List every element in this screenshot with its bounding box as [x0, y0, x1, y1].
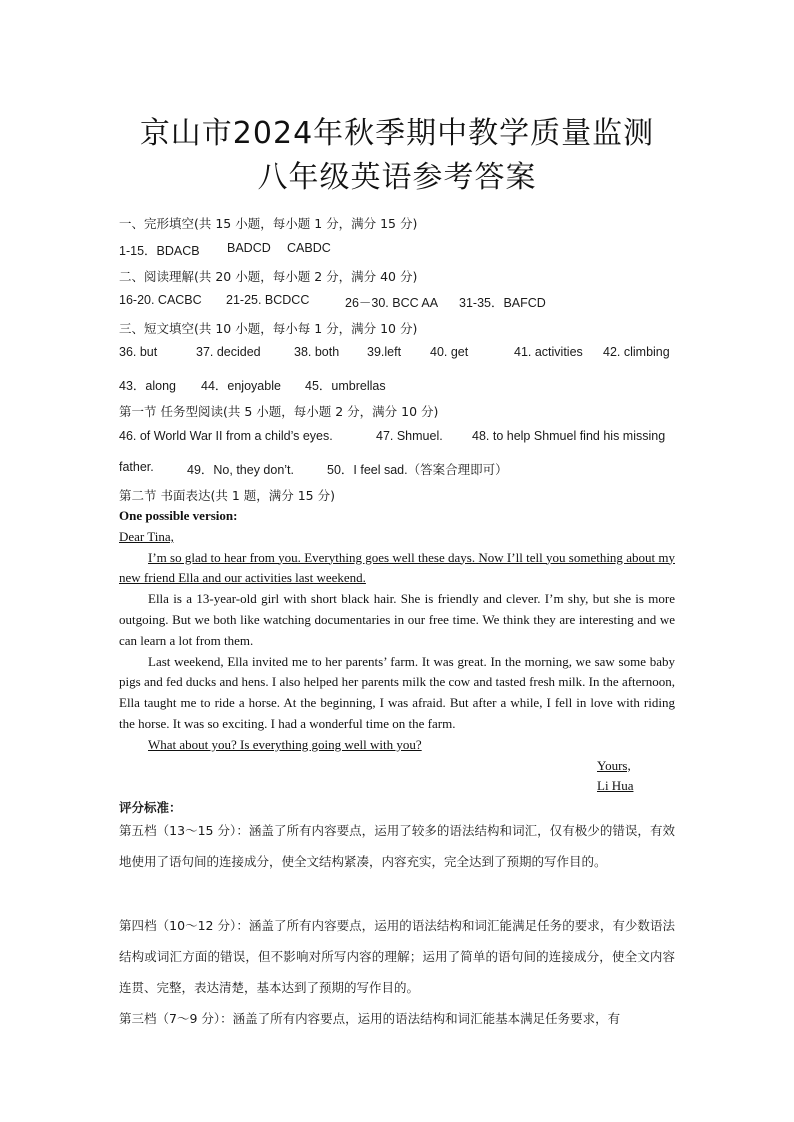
answer-item: 44．enjoyable — [201, 379, 281, 393]
answer-item: 43．along — [119, 379, 176, 393]
essay-paragraph: Last weekend, Ella invited me to her parents’ farm. It was great. In the morning, we saw some baby pigs and fed ducks and hens. I also helped her parents milk the cow and tasted fresh milk. In the afternoon, Ella taught me to ride a horse. At the beginning, I was afraid. But after a while, I fell in love with riding the horse. It was so exciting. I had a wonderful time on the farm. — [119, 653, 675, 731]
section1-answers — [119, 241, 679, 259]
answer-item: 45．umbrellas — [305, 379, 386, 393]
criteria-level3: 第三档（7～9 分）：涵盖了所有内容要点，运用的语法结构和词汇能基本满足任务要求，有 — [119, 1011, 621, 1026]
essay-greeting: Dear Tina, — [119, 528, 174, 544]
essay-signature: Li Hua — [597, 778, 634, 794]
essay-paragraph: I’m so glad to hear from you. Everything goes well these days. Now I’ll tell you something about my new friend Ella and our activities last weekend. — [119, 549, 675, 586]
page-title: 京山市2024年秋季期中教学质量监测 — [139, 116, 655, 151]
essay-paragraph: Ella is a 13-year-old girl with short black hair. She is friendly and clever. I’m shy, but she is more outgoing. But we both like watching documentaries in our free time. We think they are interesting and we can learn a lot from them. — [119, 591, 675, 648]
essay-closing: Yours, — [597, 757, 631, 773]
answer-group: BADCD — [227, 241, 271, 255]
answer-item: 37. decided — [196, 345, 261, 359]
answer-group: 1-15．BDACB — [119, 244, 200, 258]
answer-group: 31-35．BAFCD — [459, 296, 546, 310]
section3-answers-row1 — [119, 345, 679, 363]
page-subtitle: 八年级英语参考答案 — [257, 160, 537, 195]
task-reading-heading: 第一节 任务型阅读(共 5 小题，每小题 2 分，满分 10 分) — [119, 404, 439, 419]
answer-item: 41. activities — [514, 345, 583, 359]
criteria-heading: 评分标准： — [119, 800, 182, 815]
task-answers-row1 — [119, 429, 679, 447]
answer-item: 38. both — [294, 345, 340, 359]
answer-item: 39.left — [367, 345, 402, 359]
answer-group: 16-20. CACBC — [119, 293, 202, 307]
section1-heading: 一、完形填空(共 15 小题，每小题 1 分，满分 15 分) — [119, 216, 418, 231]
answer-item: 47. Shmuel. — [376, 429, 443, 443]
version-label: One possible version: — [119, 508, 238, 523]
criteria-level4: 第四档（10～12 分）：涵盖了所有内容要点，运用的语法结构和词汇能满足任务的要求，有少数语法结构或词汇方面的错误，但不影响对所写内容的理解；运用了简单的语句间的连接成分，使全文内容连贯、完整，表达清楚，基本达到了预期的写作目的。 — [119, 918, 675, 995]
writing-heading: 第二节 书面表达(共 1 题，满分 15 分) — [119, 488, 335, 503]
answer-item: 46. of World War II from a child’s eyes. — [119, 429, 333, 443]
answer-group: 21-25. BCDCC — [226, 293, 310, 307]
section2-answers — [119, 293, 679, 311]
answer-item: 42. climbing — [603, 345, 670, 359]
task-answers-row2 — [119, 460, 679, 478]
answer-group: 26－30. BCC AA — [345, 296, 439, 310]
criteria-level5: 第五档（13～15 分）：涵盖了所有内容要点，运用了较多的语法结构和词汇，仅有极少的错误，有效地使用了语句间的连接成分，使全文结构紧凑，内容充实，完全达到了预期的写作目的。 — [119, 823, 675, 869]
model-essay — [119, 506, 675, 797]
answer-item: father. — [119, 460, 154, 474]
answer-item: 49．No, they don’t. — [187, 463, 295, 477]
section3-heading: 三、短文填空(共 10 小题，每小每 1 分，满分 10 分) — [119, 321, 418, 336]
answer-item: 40. get — [430, 345, 469, 359]
answer-item: 36. but — [119, 345, 158, 359]
answer-item: 48. to help Shmuel find his missing — [472, 429, 666, 443]
answer-item: 50．I feel sad.（答案合理即可） — [327, 463, 508, 477]
answer-group: CABDC — [287, 241, 331, 255]
essay-paragraph: What about you? Is everything going well with you? — [148, 736, 422, 752]
section2-heading: 二、阅读理解(共 20 小题，每小题 2 分，满分 40 分) — [119, 269, 418, 284]
section3-answers-row2 — [119, 376, 679, 394]
